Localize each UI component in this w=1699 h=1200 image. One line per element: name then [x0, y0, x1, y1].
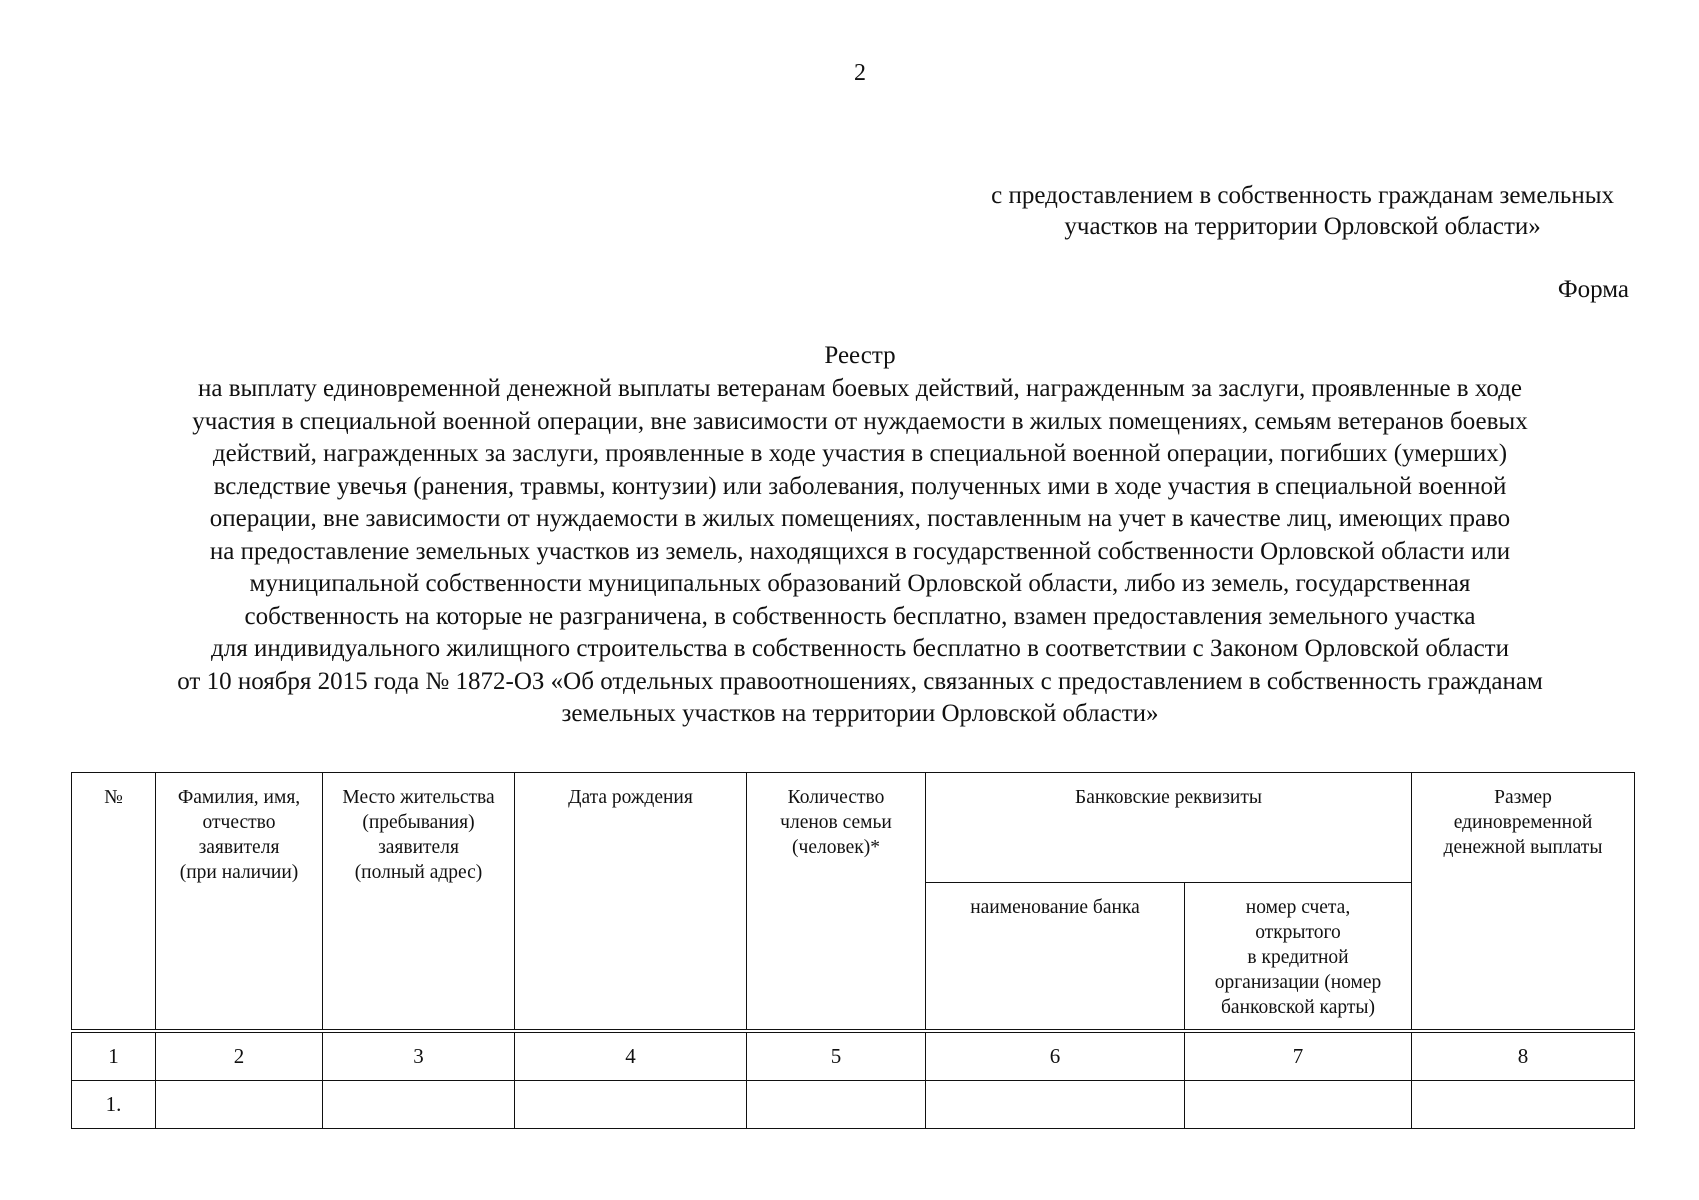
header-name-line: Фамилия, имя,	[177, 787, 301, 808]
header-line-2: участков на территории Орловской области»	[1064, 213, 1541, 240]
subtitle-line: на предоставление земельных участков из земель, находящихся в государственной собственности Орловской области или	[209, 537, 1511, 565]
column-number: 8	[1412, 1031, 1635, 1081]
header-account-line: открытого	[1255, 922, 1341, 943]
header-name-line: отчество	[202, 812, 276, 833]
row-cell-name[interactable]	[156, 1081, 323, 1129]
subtitle-line: действий, награжденных за заслуги, проявленные в ходе участия в специальной военной операции, погибших (умерших)	[212, 440, 1508, 467]
registry-subtitle	[75, 373, 1645, 731]
page-number: 2	[854, 60, 866, 86]
subtitle-line: собственность на которые не разграничена, в собственность бесплатно, взамен предоставления земельного участка	[244, 602, 1476, 630]
header-account-line: банковской карты)	[1221, 997, 1375, 1018]
header-payment-line: единовременной	[1453, 812, 1593, 833]
header-row	[72, 773, 1635, 883]
header-name-line: (при наличии)	[179, 862, 299, 883]
header-bank-details-label: Банковские реквизиты	[1075, 787, 1262, 808]
registry-table	[71, 772, 1635, 1129]
subtitle-line: муниципальной собственности муниципальных образований Орловской области, либо из земель, государственная	[249, 570, 1471, 597]
registry-title: Реестр	[824, 342, 896, 369]
header-address	[323, 773, 515, 1031]
header-family-line: (человек)*	[792, 837, 880, 858]
column-number: 6	[926, 1031, 1185, 1081]
column-number: 4	[515, 1031, 747, 1081]
header-name-line: заявителя	[198, 837, 280, 858]
row-cell-family[interactable]	[747, 1081, 926, 1129]
header-account-line: номер счета,	[1245, 897, 1351, 918]
subtitle-line: вследствие увечья (ранения, травмы, контузии) или заболевания, полученных ими в ходе участия в специальной военной	[213, 472, 1507, 500]
column-number: 2	[156, 1031, 323, 1081]
header-family	[747, 773, 926, 1031]
subtitle-line: участия в специальной военной операции, вне зависимости от нуждаемости в жилых помещениях, семьям ветеранов боевых	[192, 407, 1528, 435]
row-cell-birth-date[interactable]	[515, 1081, 747, 1129]
subtitle-line: на выплату единовременной денежной выплаты ветеранам боевых действий, награжденным за заслуги, проявленные в ходе	[197, 375, 1523, 402]
column-number: 7	[1185, 1031, 1412, 1081]
header-payment	[1412, 773, 1635, 1031]
header-birth-date	[515, 773, 747, 1031]
row-number: 1.	[72, 1081, 156, 1129]
header-account	[1185, 883, 1412, 1031]
column-number: 3	[323, 1031, 515, 1081]
header-address-line: (полный адрес)	[354, 862, 483, 883]
row-cell-account[interactable]	[1185, 1081, 1412, 1129]
column-numbers-row	[72, 1031, 1635, 1081]
header-account-line: в кредитной	[1247, 947, 1349, 968]
table-row	[72, 1081, 1635, 1129]
header-address-line: заявителя	[378, 837, 459, 858]
column-number: 1	[72, 1031, 156, 1081]
header-bank-details	[926, 773, 1412, 883]
column-number: 5	[747, 1031, 926, 1081]
form-label: Форма	[1557, 276, 1629, 303]
header-bank-name	[926, 883, 1185, 1031]
header-num-label: №	[104, 787, 123, 808]
header-account-line: организации (номер	[1214, 972, 1382, 993]
header-payment-line: денежной выплаты	[1443, 837, 1603, 858]
header-family-line: членов семьи	[780, 812, 892, 833]
header-address-line: (пребывания)	[362, 812, 475, 833]
subtitle-line: для индивидуального жилищного строительства в собственность бесплатно в соответствии с Законом Орловской области	[211, 635, 1509, 662]
header-line-1: с предоставлением в собственность гражданам земельных	[991, 182, 1614, 209]
header-family-line: Количество	[787, 787, 885, 808]
header-payment-line: Размер	[1494, 787, 1552, 808]
subtitle-line: земельных участков на территории Орловской области»	[561, 700, 1159, 727]
header-block	[991, 180, 1614, 242]
header-address-line: Место жительства	[342, 787, 495, 808]
subtitle-line: операции, вне зависимости от нуждаемости в жилых помещениях, поставленным на учет в качестве лиц, имеющих право	[209, 505, 1511, 532]
header-num	[72, 773, 156, 1031]
header-birth-date-label: Дата рождения	[568, 787, 693, 808]
row-cell-payment[interactable]	[1412, 1081, 1635, 1129]
row-cell-bank-name[interactable]	[926, 1081, 1185, 1129]
header-bank-name-label: наименование банка	[970, 897, 1140, 918]
row-cell-address[interactable]	[323, 1081, 515, 1129]
subtitle-line: от 10 ноября 2015 года № 1872-ОЗ «Об отдельных правоотношениях, связанных с предоставлением в собственность гражданам	[177, 667, 1543, 695]
header-name	[156, 773, 323, 1031]
